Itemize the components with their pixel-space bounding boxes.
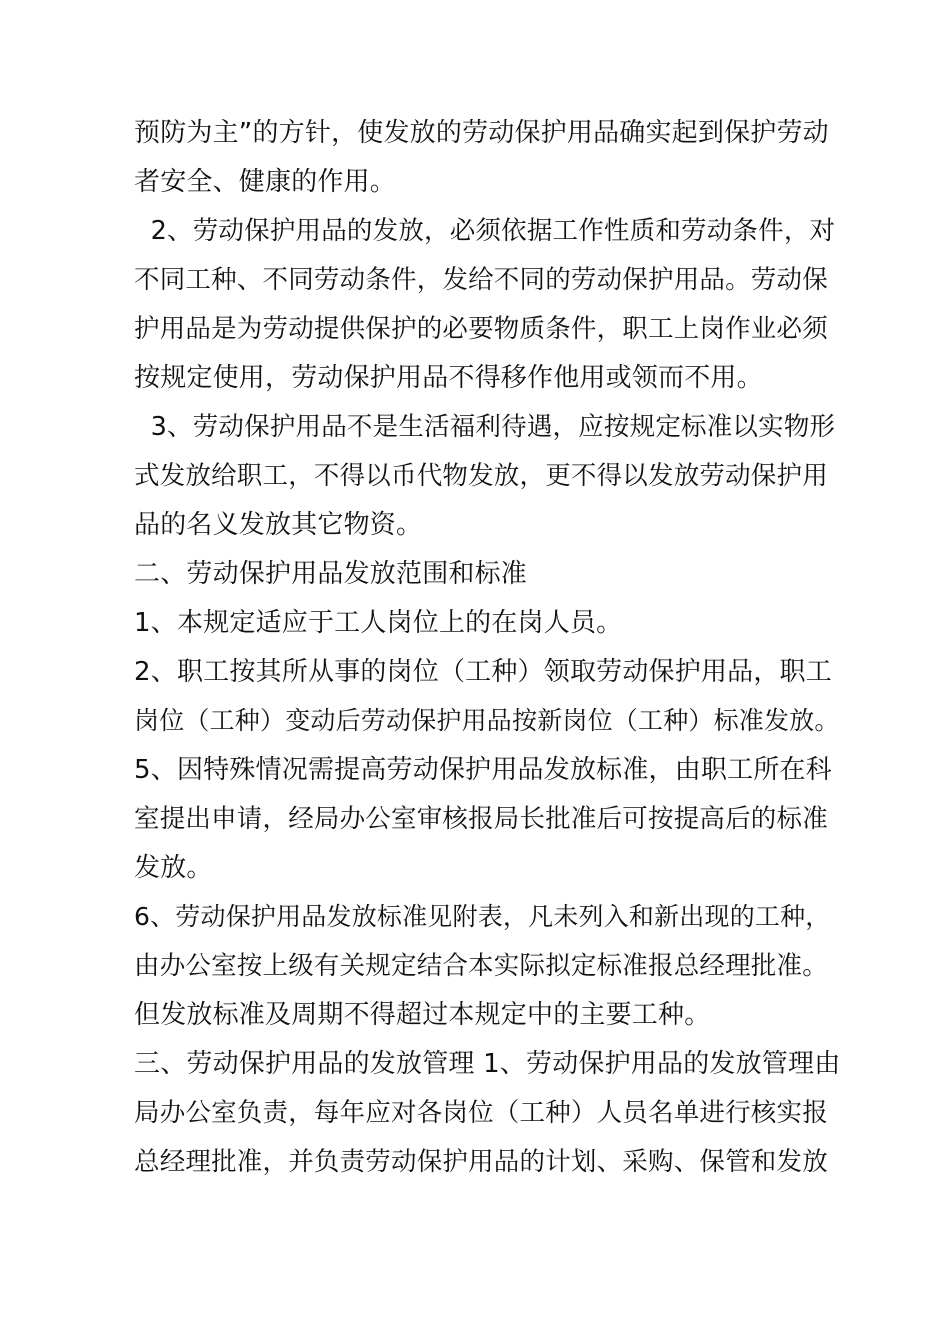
text-line: 5、因特殊情况需提高劳动保护用品发放标准，由职工所在科: [134, 755, 832, 785]
text-line: 不同工种、不同劳动条件，发给不同的劳动保护用品。劳动保: [134, 265, 828, 295]
text-line: 发放。: [134, 853, 213, 883]
text-line: 按规定使用，劳动保护用品不得移作他用或领而不用。: [134, 363, 763, 393]
text-line: 者安全、健康的作用。: [134, 167, 397, 197]
text-line: 式发放给职工，不得以币代物发放，更不得以发放劳动保护用: [134, 461, 828, 491]
text-line: 预防为主”的方针，使发放的劳动保护用品确实起到保护劳动: [134, 118, 829, 148]
text-line: 3、劳动保护用品不是生活福利待遇，应按规定标准以实物形: [134, 412, 836, 442]
text-line: 1、本规定适应于工人岗位上的在岗人员。: [134, 608, 623, 638]
text-line: 岗位（工种）变动后劳动保护用品按新岗位（工种）标准发放。: [134, 706, 840, 735]
text-line: 2、职工按其所从事的岗位（工种）领取劳动保护用品，职工: [134, 657, 832, 687]
text-line: 局办公室负责，每年应对各岗位（工种）人员名单进行核实报: [134, 1098, 828, 1128]
section-heading: 三、劳动保护用品的发放管理 1、劳动保护用品的发放管理由: [134, 1049, 841, 1079]
text-line: 室提出申请，经局办公室审核报局长批准后可按提高后的标准: [134, 804, 828, 834]
text-line: 2、劳动保护用品的发放，必须依据工作性质和劳动条件，对: [134, 216, 836, 246]
text-line: 但发放标准及周期不得超过本规定中的主要工种。: [134, 1000, 711, 1030]
section-heading: 二、劳动保护用品发放范围和标准: [134, 559, 528, 589]
text-line: 总经理批准，并负责劳动保护用品的计划、采购、保管和发放: [134, 1147, 828, 1177]
text-line: 6、劳动保护用品发放标准见附表，凡未列入和新出现的工种，: [134, 902, 831, 931]
text-line: 品的名义发放其它物资。: [134, 510, 423, 540]
text-line: 护用品是为劳动提供保护的必要物质条件，职工上岗作业必须: [134, 314, 828, 344]
text-line: 由办公室按上级有关规定结合本实际拟定标准报总经理批准。: [134, 951, 828, 981]
